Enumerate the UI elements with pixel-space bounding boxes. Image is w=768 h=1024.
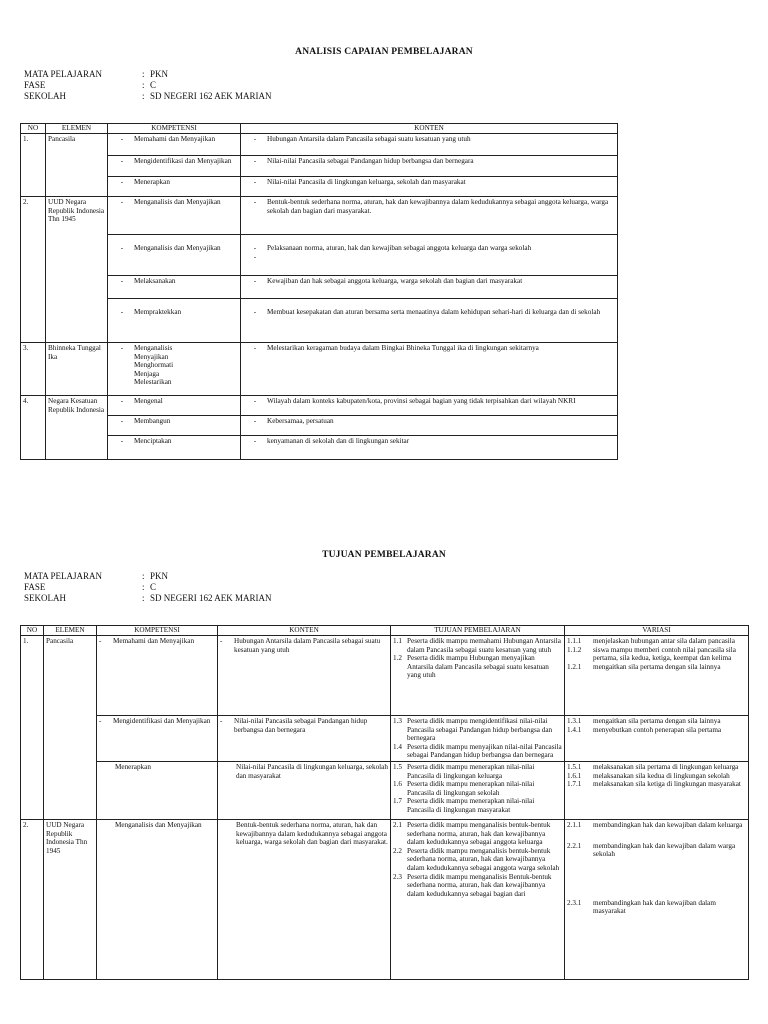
row-elemen: Negara Kesatuan Republik Indonesia [46,396,108,460]
variasi-cell [565,819,749,979]
meta-row: SEKOLAH : SD NEGERI 162 AEK MARIAN [24,593,272,603]
header-kompetensi: KOMPETENSI [108,124,241,134]
variasi-item: 1.6.1 melaksanakan sila kedua di lingkungan sekolah [567,771,730,780]
variasi-item: 1.1.1 menjelaskan hubungan antar sila dalam pancasila [567,637,735,645]
tujuan-item: 1.7 Peserta didik mampu menerapkan nilai-nilai Pancasila di lingkungan masyarakat [393,797,535,814]
header-tujuan: TUJUAN PEMBELAJARAN [391,626,565,636]
tujuan-item: 1.1 Peserta didik mampu memahami Hubungan Antarsila dalam Pancasila sebagai suatu kesatuan yang utuh [393,637,561,654]
konten-cell: - Melestarikan keragaman budaya dalam Bingkai Bhineka Tunggal ika di lingkungan sekitarnya [241,343,618,396]
meta-key: FASE [24,582,46,592]
kompetensi-cell: - Menganalisis dan Menyajikan [108,197,241,235]
table-row [21,819,749,979]
row-no: 2. [21,197,46,343]
konten-cell: - kenyamanan di sekolah dan di lingkungan sekitar [241,436,618,460]
header-elemen: ELEMEN [46,124,108,134]
meta-row: FASE : C [24,80,157,90]
doc2-table [20,625,749,980]
konten-cell: - Wilayah dalam konteks kabupaten/kota, provinsi sebagai bagian yang tidak terpisahkan dari wilayah NKRI [241,396,618,416]
row-no: 4. [21,396,46,460]
tujuan-item: 1.6 Peserta didik mampu menerapkan nilai-nilai Pancasila di lingkungan sekolah [393,780,535,797]
header-konten: KONTEN [218,626,391,636]
table-row [21,156,618,177]
konten-cell: - Nilai-nilai Pancasila di lingkungan keluarga, sekolah dan masyarakat [241,177,618,197]
kompetensi-cell: - Mempraktekkan [108,299,241,343]
meta-value: C [150,80,157,90]
meta-key: SEKOLAH [24,91,66,101]
row-no: 3. [21,343,46,396]
doc1-meta [24,69,272,102]
row-no: 2. [21,819,44,979]
variasi-item: 1.7.1 melaksanakan sila ketiga di lingkungan masyarakat [567,780,741,789]
variasi-cell [565,636,749,716]
table-row [21,235,618,276]
tujuan-item: 1.5 Peserta didik mampu menerapkan nilai-nilai Pancasila di lingkungan keluarga [393,762,535,780]
row-elemen: UUD Negara Republik Indonesia Thn 1945 [46,197,108,343]
meta-value: C [150,582,157,592]
konten-cell: - Pelaksanaan norma, aturan, hak dan kewajiban sebagai anggota keluarga dan warga sekolah - [241,235,618,276]
doc1-table [20,123,618,460]
tujuan-item: 1.4 Peserta didik mampu menyajikan nilai-nilai Pancasila sebagai Pandangan hidup berbangsa dan bernegara [393,742,562,760]
table-row [21,134,618,156]
header-variasi: VARIASI [565,626,749,636]
row-elemen: UUD Negara Republik Indonesia Thn 1945 [44,819,97,979]
variasi-item: 2.2.1 membandingkan hak dan kewajiban dalam warga sekolah [567,841,736,859]
tujuan-item: 1.3 Peserta didik mampu mengidentifikasi nilai-nilai Pancasila sebagai Pandangan hidup berbangsa dan bernegara [393,717,553,743]
table-row [21,761,749,819]
doc1-title: ANALISIS CAPAIAN PEMBELAJARAN [295,47,473,57]
kompetensi-cell: - Memahami dan Menyajikan [97,636,218,716]
variasi-item: 2.1.1 membandingkan hak dan kewajiban dalam keluarga [567,820,743,829]
table-header-row [21,124,618,134]
konten-cell: - Bentuk-bentuk sederhana norma, aturan, hak dan kewajibannya dalam kedudukannya sebagai anggota keluarga, warga sekolah dan bagian dari masyarakat. [241,197,618,235]
variasi-item: 1.4.1 menyebutkan contoh penerapan sila pertama [567,725,722,734]
kompetensi-cell: Menerapkan [97,761,218,819]
table-row [21,343,618,396]
header-konten: KONTEN [241,124,618,134]
variasi-item: 1.2.1 mengaitkan sila pertama dengan sila lainnya [567,662,721,671]
row-elemen: Bhinneka Tunggal Ika [46,343,108,396]
kompetensi-cell: - Mengidentifikasi dan Menyajikan [108,156,241,177]
meta-value: PKN [150,69,169,79]
table-row [21,396,618,416]
kompetensi-cell: - Menciptakan [108,436,241,460]
kompetensi-cell: - Membangun [108,416,241,436]
meta-key: SEKOLAH [24,593,66,603]
meta-row: FASE : C [24,582,157,592]
row-no: 1. [21,636,44,820]
tujuan-cell [391,819,565,979]
meta-value: PKN [150,571,169,581]
kompetensi-cell: - Melaksanakan [108,276,241,299]
variasi-item: 1.1.2 siswa mampu memberi contoh nilai pancasila sila pertama, sila kedua, ketiga, keempat dan kelima [567,645,736,663]
header-elemen: ELEMEN [44,626,97,636]
konten-cell: - Hubungan Antarsila dalam Pancasila sebagai suatu kesatuan yang utuh [218,636,391,716]
row-elemen: Pancasila [44,636,97,820]
table-row [21,716,749,762]
kompetensi-cell: - Menganalisis dan Menyajikan [108,235,241,276]
table-row [21,416,618,436]
konten-cell: - Nilai-nilai Pancasila sebagai Pandangan hidup berbangsa dan bernegara [241,156,618,177]
konten-cell: - Kewajiban dan hak sebagai anggota keluarga, warga sekolah dan bagian dari masyarakat [241,276,618,299]
tujuan-item: 2.3 Peserta didik mampu menganalisis Bentuk-bentuk sederhana norma, aturan, hak dan kewajibannya dalam kedudukannya sebagai bagian dari [393,872,552,898]
tujuan-cell [391,636,565,716]
meta-key: FASE [24,80,46,90]
meta-row: MATA PELAJARAN : PKN [24,69,169,79]
variasi-item: 1.3.1 mengaitkan sila pertama dengan sila lainnya [567,717,721,725]
meta-key: MATA PELAJARAN [24,571,103,581]
table-row [21,197,618,235]
tujuan-item: 2.2 Peserta didik mampu menganalisis bentuk-bentuk sederhana norma, aturan, hak dan kewajibannya dalam kedudukannya sebagai anggota warga sekolah [393,846,560,872]
konten-cell: Nilai-nilai Pancasila di lingkungan keluarga, sekolah dan masyarakat [218,761,391,819]
kompetensi-cell: - Memahami dan Menyajikan [108,134,241,156]
row-elemen: Pancasila [46,134,108,197]
meta-row: SEKOLAH : SD NEGERI 162 AEK MARIAN [24,91,272,101]
variasi-item: 2.3.1 membandingkan hak dan kewajiban dalam masyarakat [567,898,716,916]
konten-cell: Bentuk-bentuk sederhana norma, aturan, hak dan kewajibannya dalam kedudukannya sebagai anggota keluarga, warga sekolah dan bagian dari masyarakat. [218,819,391,979]
konten-cell: - Nilai-nilai Pancasila sebagai Pandangan hidup berbangsa dan bernegara [218,716,391,762]
table-row [21,636,749,716]
meta-value: SD NEGERI 162 AEK MARIAN [150,91,272,101]
tujuan-cell [391,716,565,762]
doc2-meta [24,571,272,604]
variasi-cell [565,761,749,819]
table-row [21,436,618,460]
konten-cell: - Kebersamaa, persatuan [241,416,618,436]
header-kompetensi: KOMPETENSI [97,626,218,636]
variasi-cell [565,716,749,762]
table-row [21,276,618,299]
table-row [21,177,618,197]
variasi-item: 1.5.1 melaksanakan sila pertama di lingkungan keluarga [567,762,739,771]
meta-row: MATA PELAJARAN : PKN [24,571,169,581]
konten-cell: - Membuat kesepakatan dan aturan bersama serta menaatinya dalam kehidupan sehari-hari di keluarga dan di sekolah [241,299,618,343]
meta-value: SD NEGERI 162 AEK MARIAN [150,593,272,603]
table-row [21,299,618,343]
row-no: 1. [21,134,46,197]
tujuan-item: 2.1 Peserta didik mampu menganalisis bentuk-bentuk sederhana norma, aturan, hak dan kewajibannya dalam kedudukannya sebagai anggota keluarga [393,820,551,847]
konten-cell: - Hubungan Antarsila dalam Pancasila sebagai suatu kesatuan yang utuh [241,134,618,156]
doc2-title: TUJUAN PEMBELAJARAN [322,550,446,560]
kompetensi-cell: - Mengenal [108,396,241,416]
tujuan-item: 1.2 Peserta didik mampu Hubungan menyajikan Antarsila dalam Pancasila sebagai suatu kesatuan yang utuh [393,654,549,680]
kompetensi-cell: Menganalisis dan Menyajikan [97,819,218,979]
header-no: NO [21,124,46,134]
table-header-row [21,626,749,636]
kompetensi-cell: - Menerapkan [108,177,241,197]
meta-key: MATA PELAJARAN [24,69,103,79]
tujuan-cell [391,761,565,819]
kompetensi-cell: - Menganalisis Menyajikan Menghormati Menjaga Melestarikan [108,343,241,396]
header-no: NO [21,626,44,636]
kompetensi-cell: - Mengidentifikasi dan Menyajikan [97,716,218,762]
